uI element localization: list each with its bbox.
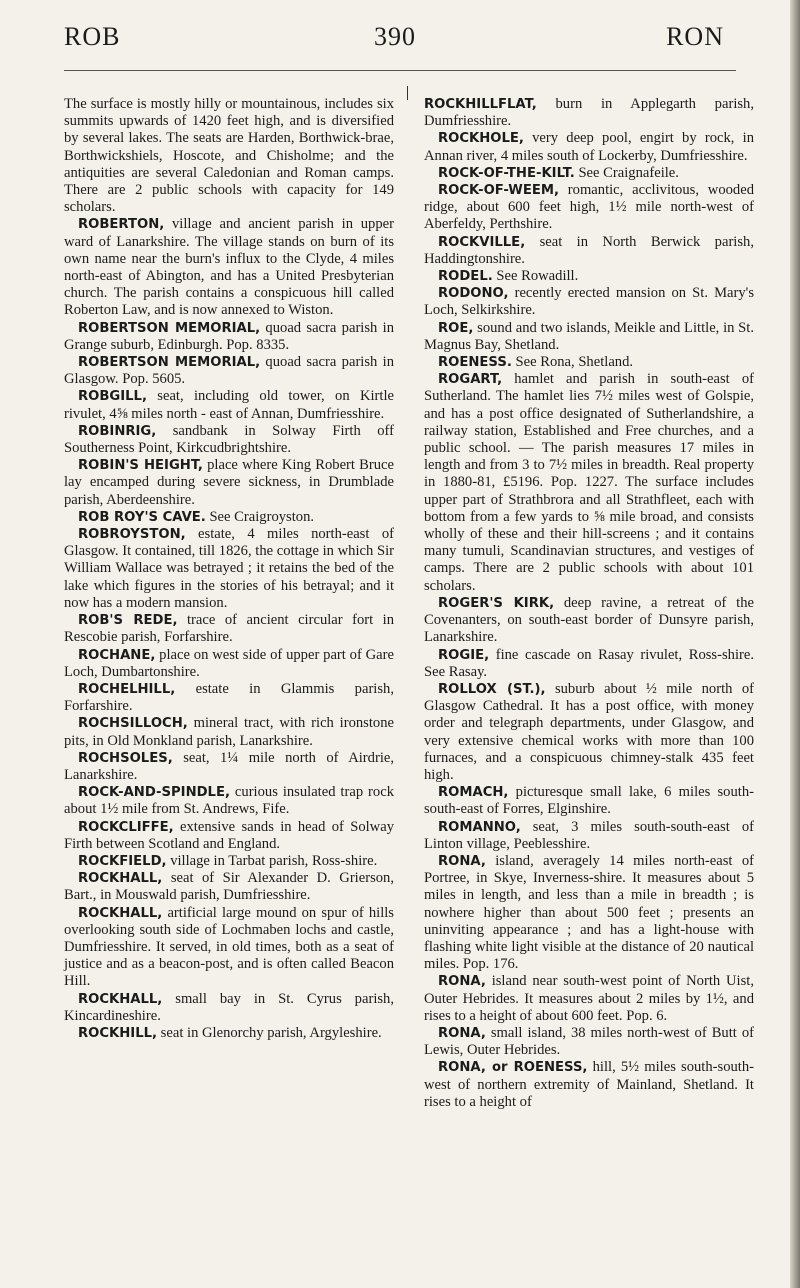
entry-headword: ROMACH, [438,785,509,801]
gazetteer-entry [424,371,754,595]
entry-headword: ROCKHALL, [78,991,163,1007]
entry-headword: ROBROYSTON, [78,527,186,543]
entry-headword: ROCKFIELD, [78,853,167,869]
entry-text: See Rona, Shetland. [511,354,634,371]
entry-text: estate, 4 miles north-east of Glasgow. It contained, till 1826, the cottage in which Sir William Wallace was betrayed ; it retains the bed of the lake which figures in the stories of his betrayal; and it now has a modern mansion. [64,526,394,611]
entry-text: village in Tarbat parish, Ross-shire. [166,852,378,869]
gazetteer-entry [424,354,754,371]
entry-headword: ROCHANE, [78,647,156,663]
gazetteer-entry [64,853,394,870]
gazetteer-entry [424,595,754,647]
entry-headword: ROBERTON, [78,217,165,233]
entry-headword: ROLLOX (ST.), [438,681,546,697]
entry-text: hamlet and parish in south-east of Sutherland. The hamlet lies 7½ miles west of Golspie, and has a post office designated of Sutherlandshire, a railway station, Established and Free churches, and a public school. — The parish measures 17 miles in length and from 3 to 7½ miles in breadth. Real property in 1880-81, £5196. Pop. 1227. The surface includes upper part of Strathbrora and all Strathfleet, each with bottom from a few yards to ⅝ mile broad, and consists wholly of these and their hill-screens ; and it contains many tumuli, Scandinavian structures, and vestiges of camps. There are 2 public schools with about 101 scholars. [424,371,754,594]
gazetteer-entry [424,285,754,319]
entry-headword: ROCKHILL, [78,1025,158,1041]
gazetteer-entry [424,784,754,818]
entry-text: seat in Glenorchy parish, Argyleshire. [157,1024,382,1041]
entry-text: deep ravine, a retreat of the Covenanters, on south-east border of Dunsyre parish, Lanarkshire. [424,594,754,646]
gazetteer-entry [64,354,394,388]
entry-text: small bay in St. Cyrus parish, Kincardineshire. [64,990,394,1024]
entry-headword: ROCKHILLFLAT, [424,97,537,112]
entry-headword: ROGIE, [438,647,490,663]
entry-headword: ROENESS. [438,355,512,371]
entry-headword: RODONO, [438,286,509,302]
entry-headword: ROCKCLIFFE, [78,819,174,835]
gazetteer-entry [424,182,754,234]
gazetteer-entry [64,681,394,715]
gazetteer-entry [64,612,394,646]
gazetteer-entry [64,905,394,991]
entry-text: seat, including old tower, on Kirtle rivulet, 4⅝ miles north - east of Annan, Dumfriesshire. [64,388,394,422]
entry-headword: ROMANNO, [438,819,521,835]
gazetteer-entry [424,268,754,285]
gazetteer-entry [424,96,754,130]
gazetteer-entry [64,388,394,422]
entry-text: extensive sands in head of Solway Firth between Scotland and England. [64,818,394,852]
column-divider [407,86,408,100]
entry-headword: ROB'S REDE, [78,613,178,629]
gazetteer-entry [64,457,394,509]
entry-text: See Rowadill. [492,268,579,285]
entry-headword: ROCKHALL, [78,871,163,887]
entry-text: burn in Applegarth parish, Dumfriesshire. [424,96,754,130]
entry-headword: ROCHSILLOCH, [78,716,188,732]
entry-headword: ROCK-OF-WEEM, [438,183,559,199]
entry-text: quoad sacra parish in Glasgow. Pop. 5605. [64,354,394,388]
entry-text: romantic, acclivitous, wooded ridge, about 600 feet high, 1½ mile north-west of Aberfeldy, Perthshire. [424,182,754,233]
gazetteer-entry [64,96,394,216]
left-column [64,96,394,1042]
gazetteer-entry [424,973,754,1025]
gazetteer-entry [424,853,754,973]
entry-text: curious insulated trap rock about 1½ mile from St. Andrews, Fife. [64,784,394,818]
entry-text: seat, 1¼ mile north of Airdrie, Lanarkshire. [64,749,394,783]
gazetteer-entry [64,423,394,457]
header-rule [64,70,736,71]
entry-headword: ROE, [438,320,474,336]
gazetteer-entry [424,681,754,784]
entry-text: sandbank in Solway Firth off Southerness Point, Kirkcudbrightshire. [64,422,394,457]
gazetteer-entry [64,216,394,319]
entry-headword: RONA, or ROENESS, [438,1060,588,1076]
entry-text: village and ancient parish in upper ward of Lanarkshire. The village stands on burn of its own name near the burn's influx to the Clyde, 4 miles north-east of Abington, and has a United Presbyterian church. The parish contains a conspicuous hill called Roberton Law, and is now annexed to Wiston. [64,216,394,319]
entry-text: sound and two islands, Meikle and Little, in St. Magnus Bay, Shetland. [424,319,754,353]
entry-headword: ROBINRIG, [78,423,157,439]
entry-text: picturesque small lake, 6 miles south-south-east of Forres, Elginshire. [424,784,754,818]
entry-text: recently erected mansion on St. Mary's Loch, Selkirkshire. [424,285,754,319]
gazetteer-entry [424,819,754,853]
entry-text: See Craigroyston. [205,508,315,525]
page-number: 390 [374,22,416,51]
entry-text: fine cascade on Rasay rivulet, Ross-shire. See Rasay. [424,646,754,680]
entry-headword: ROCKHALL, [78,905,163,921]
gazetteer-entry [64,715,394,749]
entry-text: artificial large mound on spur of hills overlooking south side of Lochmaben lochs and castle, Dumfriesshire. It served, in old times, both as a seat of justice and as a beacon-post, and is often called Beacon Hill. [64,904,394,990]
page-edge [790,0,800,1288]
right-column [424,96,754,1111]
gazetteer-entry [424,647,754,681]
entry-headword: ROCK-OF-THE-KILT. [438,165,575,181]
entry-text: place on west side of upper part of Gare Loch, Dumbartonshire. [64,646,394,680]
gazetteer-entry [424,130,754,164]
gazetteer-entry [64,647,394,681]
entry-headword: ROCKHOLE, [438,131,524,147]
gazetteer-entry [64,784,394,818]
entry-headword: ROCHELHILL, [78,681,176,697]
gazetteer-entry [64,526,394,612]
entry-text: mineral tract, with rich ironstone pits, in Old Monkland parish, Lanarkshire. [64,715,394,749]
entry-headword: ROGART, [438,372,503,388]
entry-headword: ROBERTSON MEMORIAL, [78,320,261,336]
entry-text: seat of Sir Alexander D. Grierson, Bart., in Mouswald parish, Dumfriesshire. [64,870,394,904]
entry-headword: ROCK-AND-SPINDLE, [78,785,230,801]
entry-text: island, averagely 14 miles north-east of Portree, in Skye, Inverness-shire. It measures about 5 miles in length, and less than a mile in breadth ; is nowhere higher than about 500 feet ; presents an uninviting appearance ; and has a light-house with flashing white light visible at the distance of 20 nautical miles. Pop. 176. [424,852,754,973]
entry-headword: ROBGILL, [78,389,147,405]
entry-headword: RONA, [438,974,486,990]
gazetteer-entry [424,234,754,268]
entry-text: hill, 5½ miles south-south-west of northern extremity of Mainland, Shetland. It rises to a height of [424,1059,754,1110]
gazetteer-entry [64,870,394,904]
gazetteer-entry [64,1025,394,1042]
gazetteer-entry [424,1025,754,1059]
gazetteer-entry [64,320,394,354]
entry-headword: RONA, [438,853,486,869]
gazetteer-entry [64,509,394,526]
entry-text: place where King Robert Bruce lay encamped during severe sickness, in Drumblade parish, Aberdeenshire. [64,457,394,508]
gazetteer-entry [424,165,754,182]
entry-text: very deep pool, engirt by rock, in Annan river, 4 miles south of Lockerby, Dumfriesshire. [424,130,754,164]
entry-text: trace of ancient circular fort in Rescobie parish, Forfarshire. [64,612,395,646]
gazetteer-entry [64,991,394,1025]
gazetteer-entry [64,819,394,853]
header-last-word: RON [666,22,724,51]
running-header [64,14,724,62]
entry-headword: ROCHSOLES, [78,750,173,766]
entry-text: quoad sacra parish in Grange suburb, Edinburgh. Pop. 8335. [64,319,394,353]
entry-headword: RONA, [438,1025,486,1041]
entry-text: seat in North Berwick parish, Haddingtonshire. [424,233,754,267]
entry-text: suburb about ½ mile north of Glasgow Cathedral. It has a post office, with money order and telegraph departments, under Glasgow, and very extensive chemical works with more than 100 furnaces, and a conspicuous chimney-stalk 435 feet high. [424,680,754,783]
entry-text: island near south-west point of North Uist, Outer Hebrides. It measures about 2 miles by 1½, and rises to a height of about 600 feet. Pop. 6. [424,973,754,1024]
entry-text: The surface is mostly hilly or mountainous, includes six summits upwards of 1420 feet high, and is diversified by several lakes. The seats are Harden, Borthwick-brae, Borthwickshiels, Hoscote, and Chisholme; and the antiquities are several Caledonian and Roman camps. There are 2 public schools with capacity for 149 scholars. [64,96,394,216]
gazetteer-entry [64,750,394,784]
entry-text: See Craignafeile. [574,164,679,181]
gazetteer-entry [424,1059,754,1111]
entry-headword: ROBERTSON MEMORIAL, [78,355,261,371]
entry-text: small island, 38 miles north-west of Butt of Lewis, Outer Hebrides. [424,1024,754,1059]
entry-headword: ROGER'S KIRK, [438,595,555,611]
gazetteer-entry [424,320,754,354]
entry-text: estate in Glammis parish, Forfarshire. [64,680,394,715]
entry-headword: ROCKVILLE, [438,234,526,250]
header-first-word: ROB [64,22,121,51]
entry-headword: ROBIN'S HEIGHT, [78,458,203,474]
entry-text: seat, 3 miles south-south-east of Linton village, Peeblesshire. [424,818,754,852]
entry-headword: RODEL. [438,269,493,285]
entry-headword: ROB ROY'S CAVE. [78,509,206,525]
